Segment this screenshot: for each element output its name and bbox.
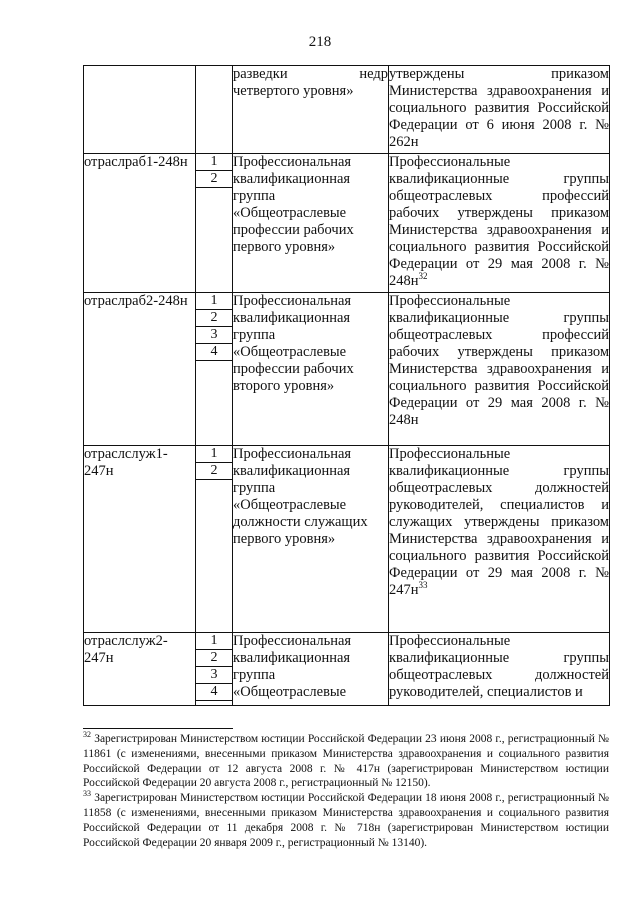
footnote bbox=[83, 732, 609, 791]
legal-basis bbox=[389, 66, 610, 154]
level-numbers bbox=[196, 293, 233, 446]
level-number: 2 bbox=[196, 463, 232, 480]
level-numbers bbox=[196, 633, 233, 706]
legal-basis-text: Профессиональные квалификационные группы общеотраслевых должностей руководителей, специалистов и служащих утверждены приказом Министерства здравоохранения и социального развития Российской Федерации от 29 мая 2008 г. № 247н bbox=[389, 446, 609, 598]
group-code: отраслслуж1-247н bbox=[84, 446, 196, 633]
legal-basis bbox=[389, 446, 610, 633]
legal-basis bbox=[389, 154, 610, 293]
level-number: 1 bbox=[196, 633, 232, 650]
footnote-mark: 32 bbox=[83, 730, 91, 740]
table-row bbox=[84, 154, 610, 293]
group-name: Профессиональная квалификационная группа «Общеотраслевые bbox=[233, 633, 389, 706]
qualification-groups-table bbox=[83, 65, 610, 706]
level-number: 4 bbox=[196, 684, 232, 701]
level-number: 1 bbox=[196, 154, 232, 171]
group-name: Профессиональная квалификационная группа «Общеотраслевые профессии рабочих второго уровня» bbox=[233, 293, 389, 446]
footnote bbox=[83, 791, 609, 850]
legal-basis bbox=[389, 293, 610, 446]
page-number: 218 bbox=[308, 34, 332, 50]
group-name: Профессиональная квалификационная группа «Общеотраслевые профессии рабочих первого уровня» bbox=[233, 154, 389, 293]
footnotes bbox=[83, 732, 609, 850]
footnote-mark: 33 bbox=[83, 789, 91, 799]
footnote-ref: 33 bbox=[418, 580, 428, 591]
group-code: отраслслуж2-247н bbox=[84, 633, 196, 706]
group-name: разведки недр четвертого уровня» bbox=[233, 66, 389, 154]
table-row bbox=[84, 66, 610, 154]
footnote-ref: 32 bbox=[418, 271, 428, 282]
table-row bbox=[84, 293, 610, 446]
level-numbers bbox=[196, 66, 233, 154]
level-number: 1 bbox=[196, 446, 232, 463]
level-number: 2 bbox=[196, 310, 232, 327]
footnote-separator bbox=[83, 728, 233, 729]
level-numbers bbox=[196, 446, 233, 633]
level-number: 1 bbox=[196, 293, 232, 310]
level-number: 3 bbox=[196, 667, 232, 684]
table-row bbox=[84, 446, 610, 633]
group-name: Профессиональная квалификационная группа «Общеотраслевые должности служащих первого уровня» bbox=[233, 446, 389, 633]
group-code: отраслраб1-248н bbox=[84, 154, 196, 293]
group-code: отраслраб2-248н bbox=[84, 293, 196, 446]
footnote-text: Зарегистрирован Министерством юстиции Российской Федерации 23 июня 2008 г., регистрационный № 11861 (с изменениями, внесенными приказом Министерства здравоохранения и социального развития Российской Федерации от 12 августа 2008 г. № 417н (зарегистрирован Министерством юстиции Российской Федерации 20 августа 2008 г., регистрационный № 12150). bbox=[83, 733, 609, 790]
legal-basis-text: Профессиональные квалификационные группы общеотраслевых профессий рабочих утверждены приказом Министерства здравоохранения и социального развития Российской Федерации от 29 мая 2008 г. № 248н bbox=[389, 293, 609, 428]
footnote-text: Зарегистрирован Министерством юстиции Российской Федерации 18 июня 2008 г., регистрационный № 11858 (с изменениями, внесенными приказом Министерства здравоохранения и социального развития Российской Федерации от 11 декабря 2008 г. № 718н (зарегистрирован Министерством юстиции Российской Федерации 20 января 2009 г., регистрационный № 13140). bbox=[83, 792, 609, 849]
level-numbers bbox=[196, 154, 233, 293]
level-number: 2 bbox=[196, 650, 232, 667]
level-number: 3 bbox=[196, 327, 232, 344]
level-number: 2 bbox=[196, 171, 232, 188]
level-number: 4 bbox=[196, 344, 232, 361]
legal-basis bbox=[389, 633, 610, 706]
legal-basis-text: Профессиональные квалификационные группы общеотраслевых должностей руководителей, специалистов и bbox=[389, 633, 609, 700]
group-code bbox=[84, 66, 196, 154]
legal-basis-text: утверждены приказом Министерства здравоохранения и социального развития Российской Федерации от 6 июня 2008 г. № 262н bbox=[389, 66, 609, 150]
table-row bbox=[84, 633, 610, 706]
legal-basis-text: Профессиональные квалификационные группы общеотраслевых профессий рабочих утверждены приказом Министерства здравоохранения и социального развития Российской Федерации от 29 мая 2008 г. № 248н bbox=[389, 154, 609, 289]
